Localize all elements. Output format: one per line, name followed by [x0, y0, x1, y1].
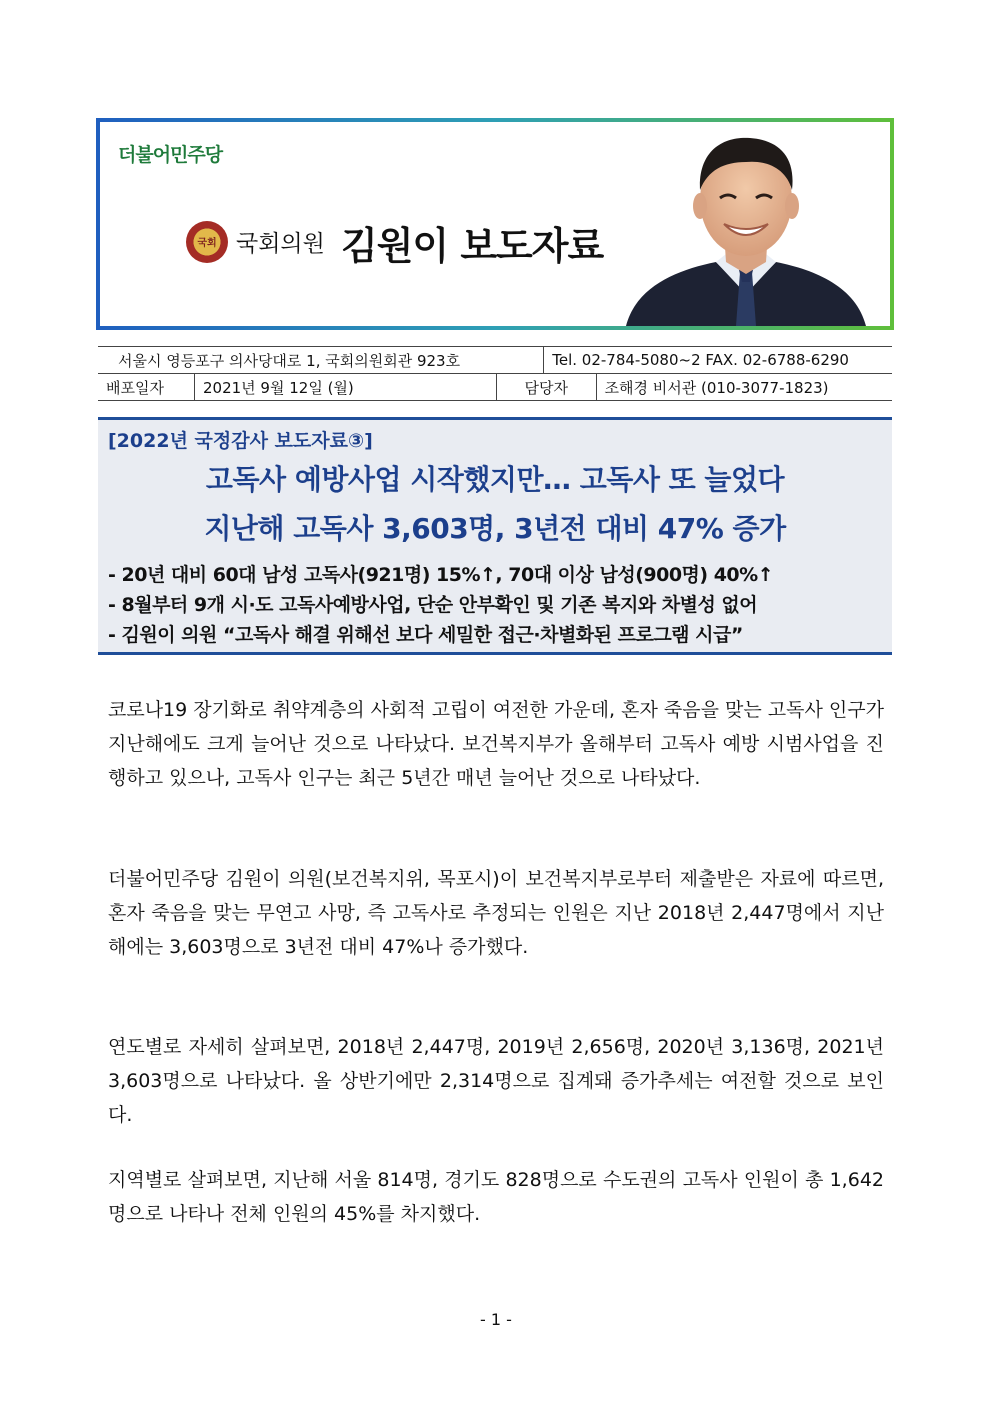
- banner-border-right: [890, 118, 894, 330]
- banner-border-bottom: [96, 326, 894, 330]
- contact-person-label: 담당자: [497, 374, 597, 401]
- seal-text: 국회: [197, 238, 217, 249]
- contact-person-value: 조해경 비서관 (010-3077-1823): [596, 374, 892, 401]
- release-row: [98, 374, 892, 401]
- headline-subpoint-1: - 20년 대비 60대 남성 고독사(921명) 15%↑, 70대 이상 남성(900명) 40%↑: [108, 564, 774, 586]
- banner-border-left: [96, 118, 100, 330]
- national-assembly-seal-icon: [186, 221, 228, 263]
- release-date-label: 배포일자: [98, 374, 195, 401]
- phone-fax-cell: Tel. 02-784-5080~2 FAX. 02-6788-6290: [544, 347, 892, 374]
- member-portrait: [616, 122, 876, 326]
- release-date-value: 2021년 9월 12일 (월): [195, 374, 497, 401]
- body-paragraph-2: 더불어민주당 김원이 의원(보건복지위, 목포시)이 보건복지부로부터 제출받은 자료에 따르면, 혼자 죽음을 맞는 무연고 사망, 즉 고독사로 추정되는 인원은 지난 2018년 2,447명에서 지난해에는 3,603명으로 3년전 대비 47%나 증가했다.: [108, 868, 884, 958]
- headline-subpoint-2: - 8월부터 9개 시·도 고독사예방사업, 단순 안부확인 및 기존 복지와 차별성 없어: [108, 594, 758, 616]
- address-row: [98, 347, 892, 374]
- headline-title-line2: 지난해 고독사 3,603명, 3년전 대비 47% 증가: [204, 512, 786, 545]
- body-paragraph-3: 연도별로 자세히 살펴보면, 2018년 2,447명, 2019년 2,656명, 2020년 3,136명, 2021년 3,603명으로 나타났다. 올 상반기에만 2,314명으로 집계돼 증가추세는 여전할 것으로 보인다.: [108, 1036, 884, 1126]
- headline-box: [98, 417, 892, 655]
- page-number: - 1 -: [480, 1310, 512, 1329]
- body-paragraph-1: 코로나19 장기화로 취약계층의 사회적 고립이 여전한 가운데, 혼자 죽음을 맞는 고독사 인구가 지난해에도 크게 늘어난 것으로 나타났다. 보건복지부가 올해부터 고독사 예방 시범사업을 진행하고 있으나, 고독사 인구는 최근 5년간 매년 늘어난 것으로 나타났다.: [108, 699, 884, 789]
- address-cell: 서울시 영등포구 의사당대로 1, 국회의원회관 923호: [98, 347, 544, 374]
- press-title: 김원이 보도자료: [341, 224, 604, 268]
- body-paragraph-4: 지역별로 살펴보면, 지난해 서울 814명, 경기도 828명으로 수도권의 고독사 인원이 총 1,642명으로 나타나 전체 인원의 45%를 차지했다.: [108, 1169, 884, 1225]
- press-banner: [96, 118, 894, 330]
- headline-title-line1: 고독사 예방사업 시작했지만… 고독사 또 늘었다: [205, 463, 785, 496]
- member-label: 국회의원: [236, 231, 325, 257]
- contact-info-table: [98, 346, 892, 401]
- party-logo: 더불어민주당: [118, 144, 223, 166]
- headline-tag: [2022년 국정감사 보도자료③]: [108, 430, 373, 452]
- headline-subpoint-3: - 김원이 의원 “고독사 해결 위해선 보다 세밀한 접근·차별화된 프로그램 시급”: [108, 624, 743, 646]
